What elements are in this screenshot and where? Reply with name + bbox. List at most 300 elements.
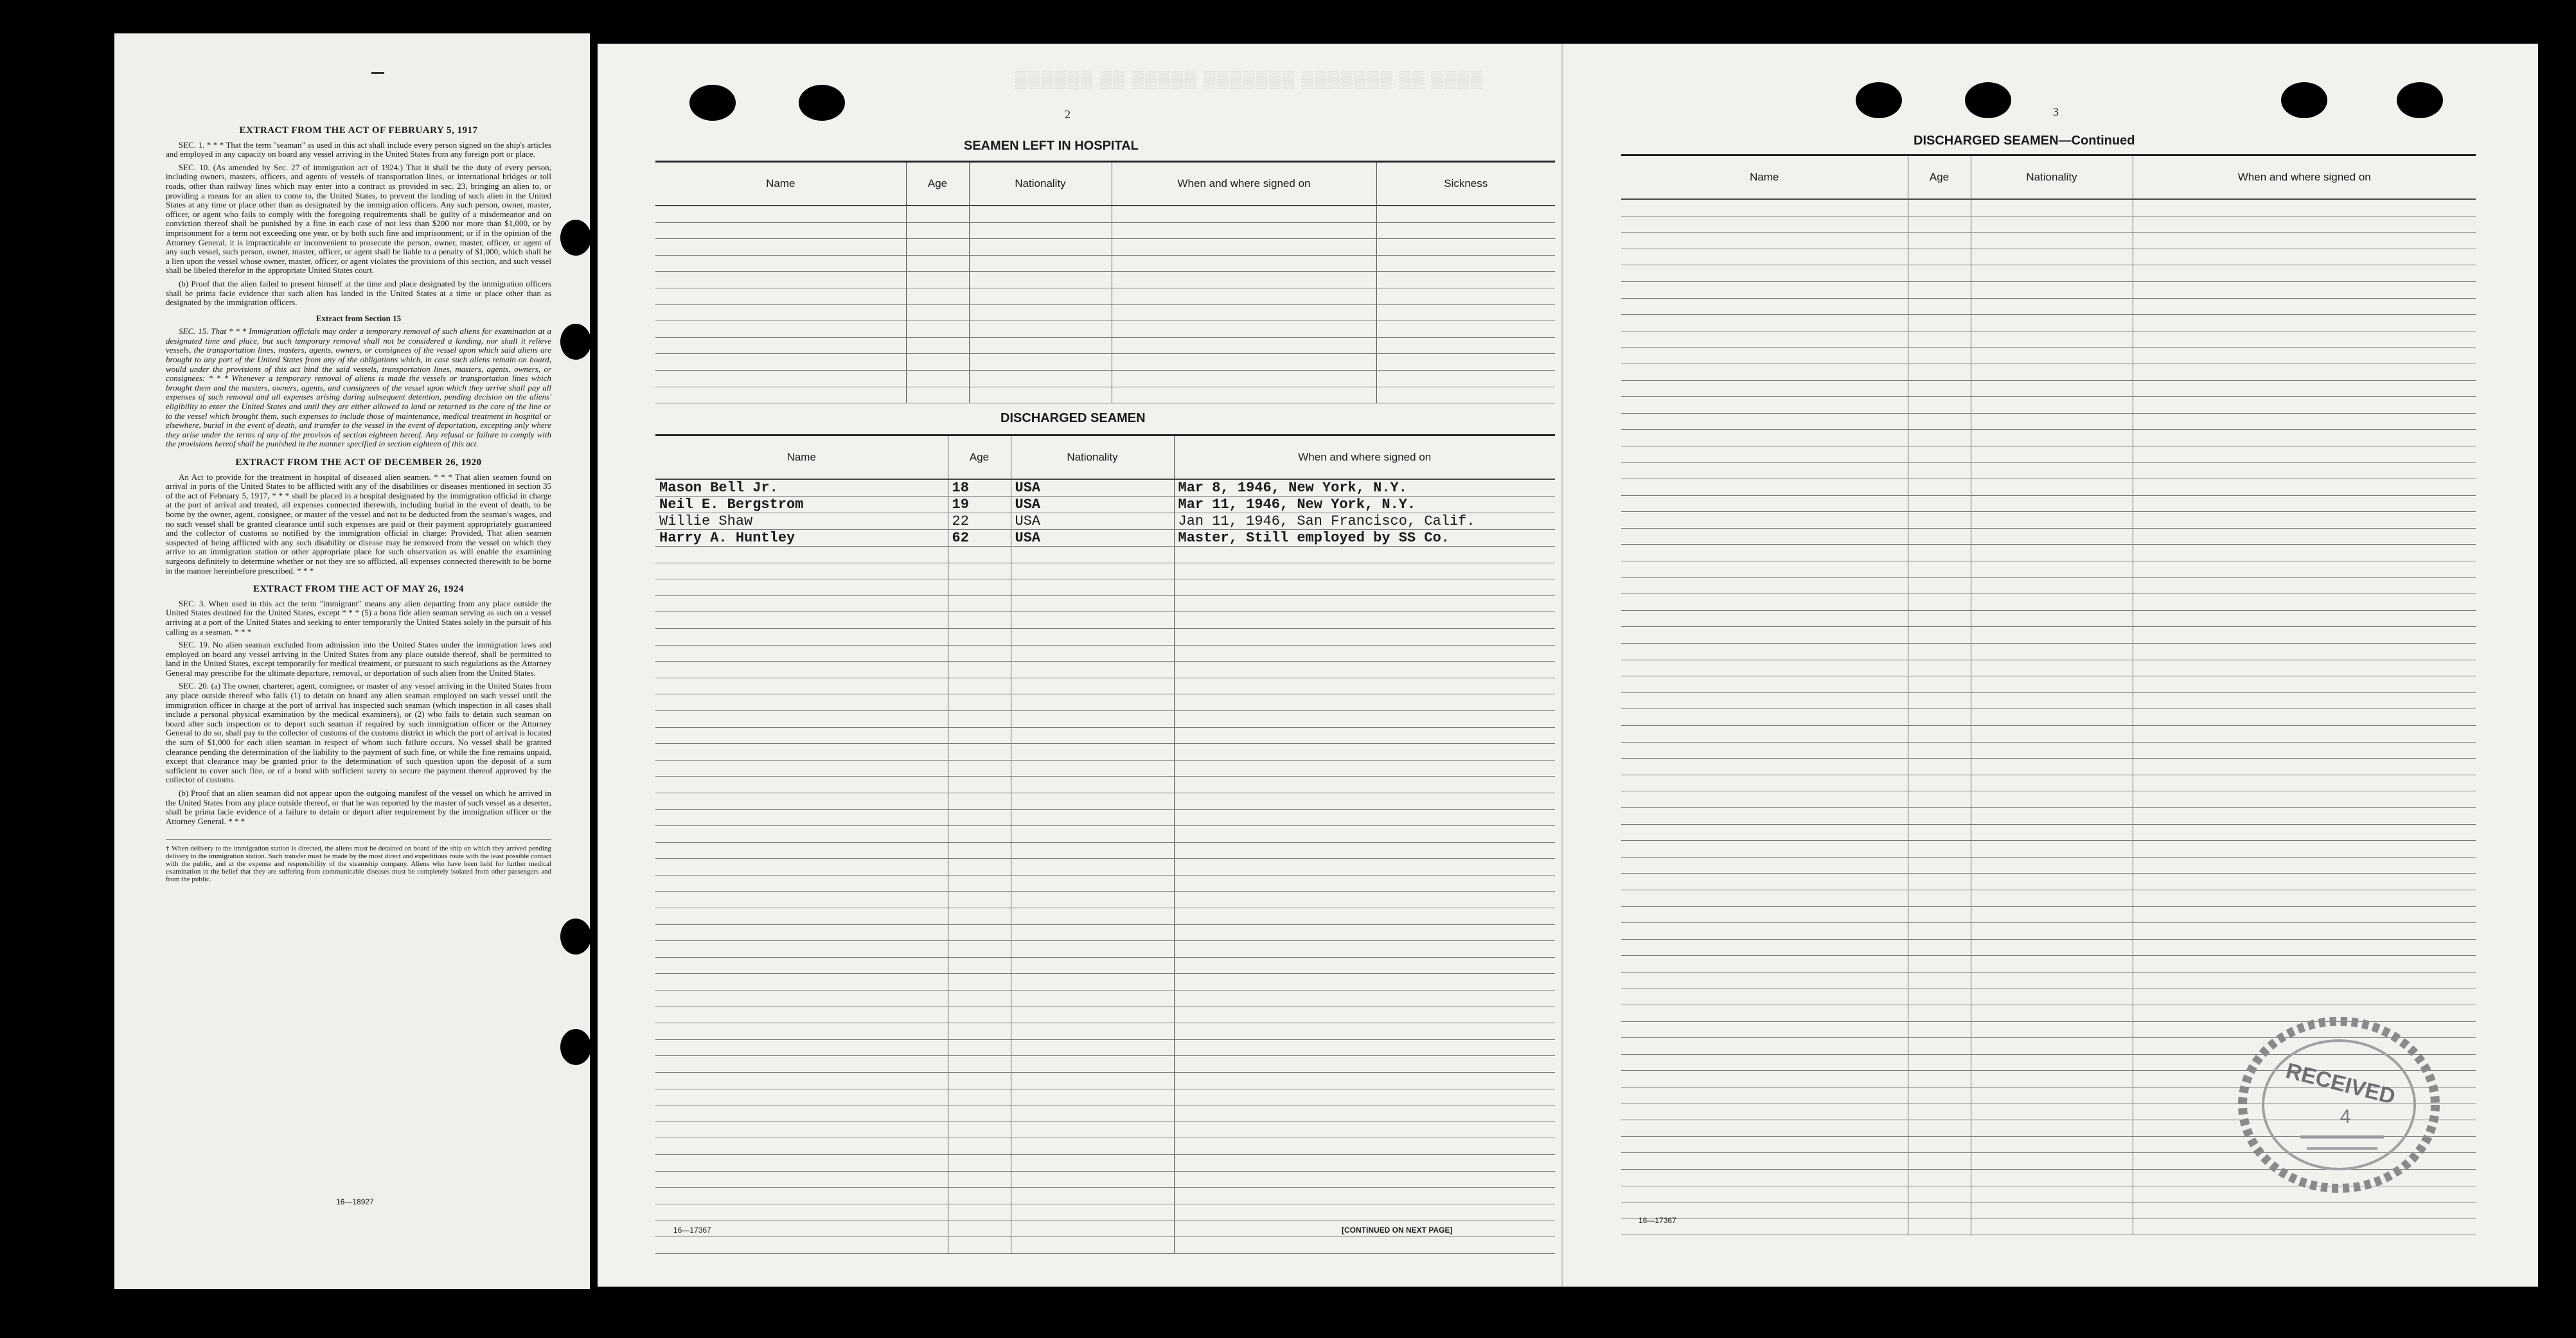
table-cell: [948, 1007, 1011, 1023]
table-row: [655, 826, 1555, 843]
table-row: [1621, 807, 2476, 824]
heading-section-15: Extract from Section 15: [315, 313, 402, 323]
table-cell: [1011, 990, 1174, 1007]
table-cell: [1174, 924, 1555, 941]
table-cell: [1011, 1154, 1174, 1171]
table-cell: [1376, 239, 1555, 256]
table-cell: [1621, 1136, 1908, 1153]
table-cell: Neil E. Bergstrom: [655, 497, 948, 513]
section-15: SEC. 15. That * * * Immigration officials may order a temporary removal of such aliens for examination at a designated time and place, but such temporary removal shall not be considered a landing, nor shall it relieve vessels, the transportation lines, masters, agents, owners, or consignees of the vessel upon which said aliens are brought to any port of the United States from any of the obligations which, in case such aliens remain on board, would under the provisions of this act bind the said vessels, transportation lines, masters, agents, owners, or consignees: * * * Whenever a temporary removal of aliens is made the vessels or transportation lines which brought them and the masters, owners, agents, and consignees of the vessel upon which they arrive shall pay all expenses of such removal and all expenses arising during subsequent detention, pending decision on the aliens' eligibility to enter the United States and until they are either allowed to land or returned to the care of the line or to the vessel which brought them, such expenses to include those of maintenance, medical treatment in hospital or elsewhere, burial in the event of death, and transfer to the vessel in the event of deportation, excepting only where they arise under the terms of any of the provisos of section eighteen hereof. Any refusal or failure to comply with the provisions hereof shall be punished in the manner specified in section eighteen of this act.: [166, 326, 551, 449]
table-row: [1621, 545, 2476, 561]
table-cell: [655, 842, 948, 859]
table-cell: [948, 563, 1011, 579]
table-cell: [1376, 337, 1555, 354]
table-cell: [655, 1171, 948, 1188]
table-cell: [1621, 791, 1908, 808]
table-cell: Mar 11, 1946, New York, N.Y.: [1174, 497, 1555, 513]
table-cell: 22: [948, 513, 1011, 530]
table-cell: [1621, 199, 1908, 216]
column-header: Sickness: [1376, 162, 1555, 206]
table-row: [1621, 906, 2476, 923]
table-cell: [655, 272, 906, 288]
table-cell: [948, 678, 1011, 694]
table-cell: [1621, 265, 1908, 282]
table-cell: [1621, 479, 1908, 496]
table-cell: [1621, 528, 1908, 545]
table-row: [1621, 315, 2476, 331]
table-cell: [969, 288, 1112, 304]
page-fold: [1561, 44, 1563, 1287]
table-cell: [1908, 249, 1971, 265]
table-cell: [1908, 479, 1971, 496]
table-row: [1621, 216, 2476, 233]
table-cell: [1112, 387, 1376, 403]
table-cell: [1971, 841, 2133, 858]
table-row: [655, 1122, 1555, 1138]
table-row: [1621, 1202, 2476, 1219]
table-cell: [655, 662, 948, 678]
table-cell: [1908, 972, 1971, 989]
table-row: [655, 760, 1555, 777]
table-cell: [1971, 462, 2133, 479]
table-cell: [906, 337, 969, 354]
table-row: [655, 321, 1555, 338]
table-cell: [1908, 1087, 1971, 1104]
table-row: [1621, 726, 2476, 743]
table-row: [655, 387, 1555, 403]
table-cell: [1112, 321, 1376, 338]
table-cell: [1376, 304, 1555, 321]
table-cell: [969, 239, 1112, 256]
section-3: SEC. 3. When used in this act the term "immigrant" means any alien departing from any place outside the United States destined for the United States, except * * * (5) a bona fide alien seaman serving as such on a vessel arriving at a port of the United States and seeking to enter temporarily the United States solely in the pursuit of his calling as a seaman. * * *: [166, 598, 551, 637]
table-row: [655, 744, 1555, 761]
table-cell: [1011, 1089, 1174, 1105]
table-cell: [1908, 610, 1971, 627]
table-row: [655, 272, 1555, 288]
table-cell: [1621, 1054, 1908, 1071]
table-cell: [1908, 874, 1971, 890]
table-cell: [1908, 644, 1971, 660]
table-cell: [906, 272, 969, 288]
table-cell: [1174, 908, 1555, 925]
table-row: [655, 1154, 1555, 1171]
table-cell: [1971, 742, 2133, 759]
table-cell: [2133, 906, 2476, 923]
table-cell: [948, 908, 1011, 925]
table-row: [1621, 380, 2476, 397]
table-cell: [1174, 1154, 1555, 1171]
table-cell: [1908, 906, 1971, 923]
table-cell: [1908, 660, 1971, 676]
column-header: When and where signed on: [1112, 162, 1376, 206]
table-row: [655, 974, 1555, 990]
table-cell: [1971, 413, 2133, 430]
table-cell: [1621, 397, 1908, 414]
table-cell: [1011, 744, 1174, 761]
table-cell: [969, 304, 1112, 321]
table-row: [1621, 1219, 2476, 1235]
table-cell: [948, 662, 1011, 678]
table-cell: [948, 1188, 1011, 1204]
table-cell: [1011, 1056, 1174, 1073]
table-cell: [1908, 315, 1971, 331]
table-row: [1621, 265, 2476, 282]
table-cell: [2133, 364, 2476, 380]
table-cell: [1621, 1021, 1908, 1038]
page-number-3: 3: [2053, 105, 2059, 118]
table-cell: [1971, 1087, 2133, 1104]
table-cell: [2133, 644, 2476, 660]
table-cell: [1971, 906, 2133, 923]
table-cell: [1011, 1237, 1174, 1253]
table-row: [655, 337, 1555, 354]
table-row: [655, 1105, 1555, 1122]
table-cell: [1971, 759, 2133, 775]
table-cell: [2133, 462, 2476, 479]
table-cell: [1971, 397, 2133, 414]
table-cell: [655, 563, 948, 579]
table-cell: [655, 1122, 948, 1138]
table-row: [1621, 512, 2476, 529]
table-row: [655, 842, 1555, 859]
table-cell: [1011, 957, 1174, 974]
table-row: [655, 727, 1555, 744]
table-cell: [655, 1154, 948, 1171]
table-cell: [1376, 222, 1555, 239]
table-row: [1621, 791, 2476, 808]
table-cell: [1971, 1104, 2133, 1120]
page2-form-code: 16—17367: [673, 1226, 711, 1235]
table-cell: [2133, 446, 2476, 462]
table-cell: [1011, 1105, 1174, 1122]
table-cell: [1174, 727, 1555, 744]
table-cell: [1174, 1007, 1555, 1023]
table-cell: [2133, 561, 2476, 578]
table-cell: [655, 321, 906, 338]
table-cell: [1376, 387, 1555, 403]
table-cell: [655, 337, 906, 354]
table-cell: [1376, 354, 1555, 371]
table-cell: [948, 1039, 1011, 1056]
table-cell: [1174, 694, 1555, 711]
table-row: [655, 809, 1555, 826]
table-cell: [948, 1122, 1011, 1138]
table-cell: [2133, 512, 2476, 529]
table-cell: [1011, 859, 1174, 876]
table-cell: [1971, 807, 2133, 824]
table-cell: [1971, 1021, 2133, 1038]
table-cell: [948, 1204, 1011, 1220]
table-cell: [1971, 972, 2133, 989]
table-cell: [1621, 874, 1908, 890]
act-1920-text: An Act to provide for the treatment in hospital of diseased alien seamen. * * * That alien seamen found on arrival in ports of the United States to be afflicted with any of the disabilities or diseases mentioned in section 35 of the act of February 5, 1917, * * * shall be placed in a hospital designated by the immigration official in charge at the port of arrival and treated, all expenses connected therewith, including burial in the event of death, to be borne by the owner, agent, consignee, or master of the vessel and not to be deducted from the seaman's wages, and no such vessel shall be granted clearance until such expenses are paid or their payment appropriately guaranteed and the collector of customs so notified by the immigration official in charge: Provided, That alien seamen suspected of being afflicted with any such disability or disease may be removed from the vessel on which they arrive to an immigration station or other appropriate place for such observation as will enable the examining surgeons definitely to determine whether or not they are so afflicted, all expenses connected therewith to be borne in the manner hereinbefore prescribed. * * *: [166, 471, 551, 576]
table-cell: [1011, 710, 1174, 727]
table-cell: [1908, 956, 1971, 973]
table-cell: [1011, 612, 1174, 629]
table-cell: [1621, 495, 1908, 512]
table-cell: [1908, 1219, 1971, 1235]
table-cell: [2133, 692, 2476, 709]
table-cell: [2133, 676, 2476, 693]
table-cell: [1971, 1153, 2133, 1170]
table-cell: [655, 859, 948, 876]
table-row: [1621, 824, 2476, 841]
table-cell: [1908, 742, 1971, 759]
table-row: [655, 1171, 1555, 1188]
table-cell: [1174, 579, 1555, 596]
table-row: [655, 1039, 1555, 1056]
table-cell: [655, 1204, 948, 1220]
table-row: [655, 957, 1555, 974]
table-cell: USA: [1011, 479, 1174, 497]
table-cell: [655, 694, 948, 711]
table-cell: [2133, 249, 2476, 265]
table-cell: [1174, 777, 1555, 793]
punch-hole: [560, 919, 590, 955]
table-cell: [1621, 923, 1908, 940]
table-cell: [655, 547, 948, 563]
table-cell: [1011, 547, 1174, 563]
table-row: [655, 239, 1555, 256]
table-row: [655, 497, 1555, 513]
table-cell: [948, 595, 1011, 612]
table-row: [655, 1237, 1555, 1253]
table-row: [1621, 923, 2476, 940]
table-cell: [948, 1089, 1011, 1105]
table-cell: [948, 645, 1011, 662]
table-cell: [2133, 660, 2476, 676]
table-cell: [1011, 579, 1174, 596]
table-cell: [2133, 199, 2476, 216]
table-cell: [1174, 1122, 1555, 1138]
table-cell: [1908, 1021, 1971, 1038]
table-cell: [2133, 594, 2476, 611]
table-row: [655, 875, 1555, 892]
table-cell: [1621, 692, 1908, 709]
table-row: [1621, 594, 2476, 611]
table-cell: [2133, 265, 2476, 282]
table-cell: [1011, 1138, 1174, 1155]
table-cell: [1621, 380, 1908, 397]
table-cell: [2133, 890, 2476, 906]
table-row: [655, 595, 1555, 612]
table-row: [1621, 281, 2476, 298]
table-cell: [2133, 726, 2476, 743]
table-cell: [1971, 364, 2133, 380]
table-cell: [2133, 807, 2476, 824]
table-cell: [1011, 1220, 1174, 1237]
table-cell: [1174, 990, 1555, 1007]
table-cell: [1971, 446, 2133, 462]
table-cell: [1621, 430, 1908, 446]
table-cell: [1971, 216, 2133, 233]
table-cell: [1971, 989, 2133, 1005]
table-cell: [1112, 239, 1376, 256]
table-row: [655, 479, 1555, 497]
table-row: [1621, 874, 2476, 890]
table-cell: [1011, 645, 1174, 662]
table-row: [1621, 709, 2476, 726]
table-cell: [1174, 645, 1555, 662]
table-cell: [948, 859, 1011, 876]
table-cell: [1971, 1219, 2133, 1235]
table-cell: [1621, 348, 1908, 364]
table-cell: [1971, 348, 2133, 364]
table-row: [655, 1188, 1555, 1204]
table-cell: [1621, 972, 1908, 989]
table-cell: [1011, 777, 1174, 793]
table-cell: [1112, 304, 1376, 321]
table-cell: [2133, 298, 2476, 315]
table-cell: Jan 11, 1946, San Francisco, Calif.: [1174, 513, 1555, 530]
table-cell: [1971, 939, 2133, 956]
table-row: [655, 694, 1555, 711]
table-row: [655, 990, 1555, 1007]
table-cell: [655, 908, 948, 925]
table-cell: [1174, 547, 1555, 563]
table-cell: [1908, 233, 1971, 249]
table-cell: [655, 628, 948, 645]
table-cell: [1971, 1170, 2133, 1186]
table-cell: [1174, 595, 1555, 612]
table-cell: [2133, 315, 2476, 331]
table-cell: [1174, 710, 1555, 727]
table-cell: [1908, 577, 1971, 594]
table-cell: [948, 809, 1011, 826]
table-row: [1621, 989, 2476, 1005]
table-row: [1621, 446, 2476, 462]
table-cell: [2133, 841, 2476, 858]
table-cell: [655, 612, 948, 629]
table-cell: [948, 744, 1011, 761]
table-row: [1621, 759, 2476, 775]
table-cell: [1908, 199, 1971, 216]
table-cell: [948, 760, 1011, 777]
table-cell: [1908, 413, 1971, 430]
table-row: [1621, 644, 2476, 660]
column-header: Name: [655, 436, 948, 480]
table-cell: [1621, 364, 1908, 380]
column-header: Nationality: [1971, 155, 2133, 200]
table-cell: [948, 547, 1011, 563]
table-cell: [655, 924, 948, 941]
table-cell: [906, 321, 969, 338]
column-header: Name: [1621, 155, 1908, 200]
table-cell: [969, 370, 1112, 387]
table-cell: [948, 1154, 1011, 1171]
table-cell: [1621, 512, 1908, 529]
table-cell: [1011, 1023, 1174, 1040]
table-row: [655, 1073, 1555, 1089]
table-cell: [1908, 857, 1971, 874]
table-cell: [1971, 824, 2133, 841]
table-row: [655, 255, 1555, 272]
table-cell: [1174, 1171, 1555, 1188]
table-cell: [1621, 281, 1908, 298]
table-cell: [1174, 1204, 1555, 1220]
table-cell: Harry A. Huntley: [655, 530, 948, 547]
table-cell: [1908, 791, 1971, 808]
table-cell: [948, 842, 1011, 859]
table-cell: [1908, 331, 1971, 348]
table-cell: [948, 1138, 1011, 1155]
table-cell: [969, 272, 1112, 288]
punch-hole: [2281, 82, 2327, 118]
table-cell: [1621, 890, 1908, 906]
table-cell: [906, 239, 969, 256]
table-cell: [1011, 1171, 1174, 1188]
left-form-code: 16—18927: [336, 1197, 374, 1206]
table-cell: [1011, 1188, 1174, 1204]
table-cell: [1908, 709, 1971, 726]
column-header: Age: [1908, 155, 1971, 200]
page3-form-code: 16—17367: [1639, 1216, 1676, 1225]
table-cell: [906, 370, 969, 387]
table-cell: [655, 727, 948, 744]
table-cell: [655, 1237, 948, 1253]
table-cell: 19: [948, 497, 1011, 513]
table-cell: [906, 206, 969, 222]
table-cell: [1112, 272, 1376, 288]
table-cell: [1908, 692, 1971, 709]
table-row: [1621, 890, 2476, 906]
table-cell: [2133, 791, 2476, 808]
table-cell: [2133, 331, 2476, 348]
table-cell: [1908, 1186, 1971, 1202]
table-row: [655, 1007, 1555, 1023]
heading-act-1917: EXTRACT FROM THE ACT OF FEBRUARY 5, 1917: [239, 125, 478, 136]
table-cell: [1174, 1105, 1555, 1122]
table-cell: [1971, 890, 2133, 906]
table-cell: [1011, 875, 1174, 892]
table-cell: [1621, 1153, 1908, 1170]
bleed-through-text: ▒▒▒▒▒▒ ▒▒ ▒▒▒▒▒ ▒▒▒▒▒▒▒ ▒▒▒▒▒▒▒ ▒▒ ▒▒▒▒: [1015, 69, 1484, 89]
table-cell: [655, 826, 948, 843]
table-cell: [2133, 528, 2476, 545]
table-cell: [1621, 956, 1908, 973]
table-row: [655, 710, 1555, 727]
table-cell: USA: [1011, 497, 1174, 513]
table-row: [1621, 331, 2476, 348]
table-cell: [1621, 1170, 1908, 1186]
table-cell: [2133, 972, 2476, 989]
table-cell: [655, 645, 948, 662]
table-cell: [1971, 1136, 2133, 1153]
table-cell: [1971, 281, 2133, 298]
table-row: [655, 1138, 1555, 1155]
table-row: [1621, 233, 2476, 249]
table-cell: [1971, 627, 2133, 644]
table-cell: [1376, 255, 1555, 272]
table-cell: [655, 387, 906, 403]
table-cell: [1174, 974, 1555, 990]
table-cell: [1971, 692, 2133, 709]
table-cell: [948, 957, 1011, 974]
table-cell: [1011, 1122, 1174, 1138]
table-cell: [1908, 726, 1971, 743]
table-cell: [1908, 1136, 1971, 1153]
top-mark: [371, 72, 384, 74]
punch-hole: [1856, 82, 1902, 118]
table-cell: [655, 941, 948, 958]
table-cell: [1376, 370, 1555, 387]
table-cell: [1174, 892, 1555, 908]
table-cell: [948, 974, 1011, 990]
table-row: [1621, 692, 2476, 709]
punch-hole: [560, 324, 590, 360]
table-cell: [1908, 1005, 1971, 1022]
table-cell: [2133, 857, 2476, 874]
